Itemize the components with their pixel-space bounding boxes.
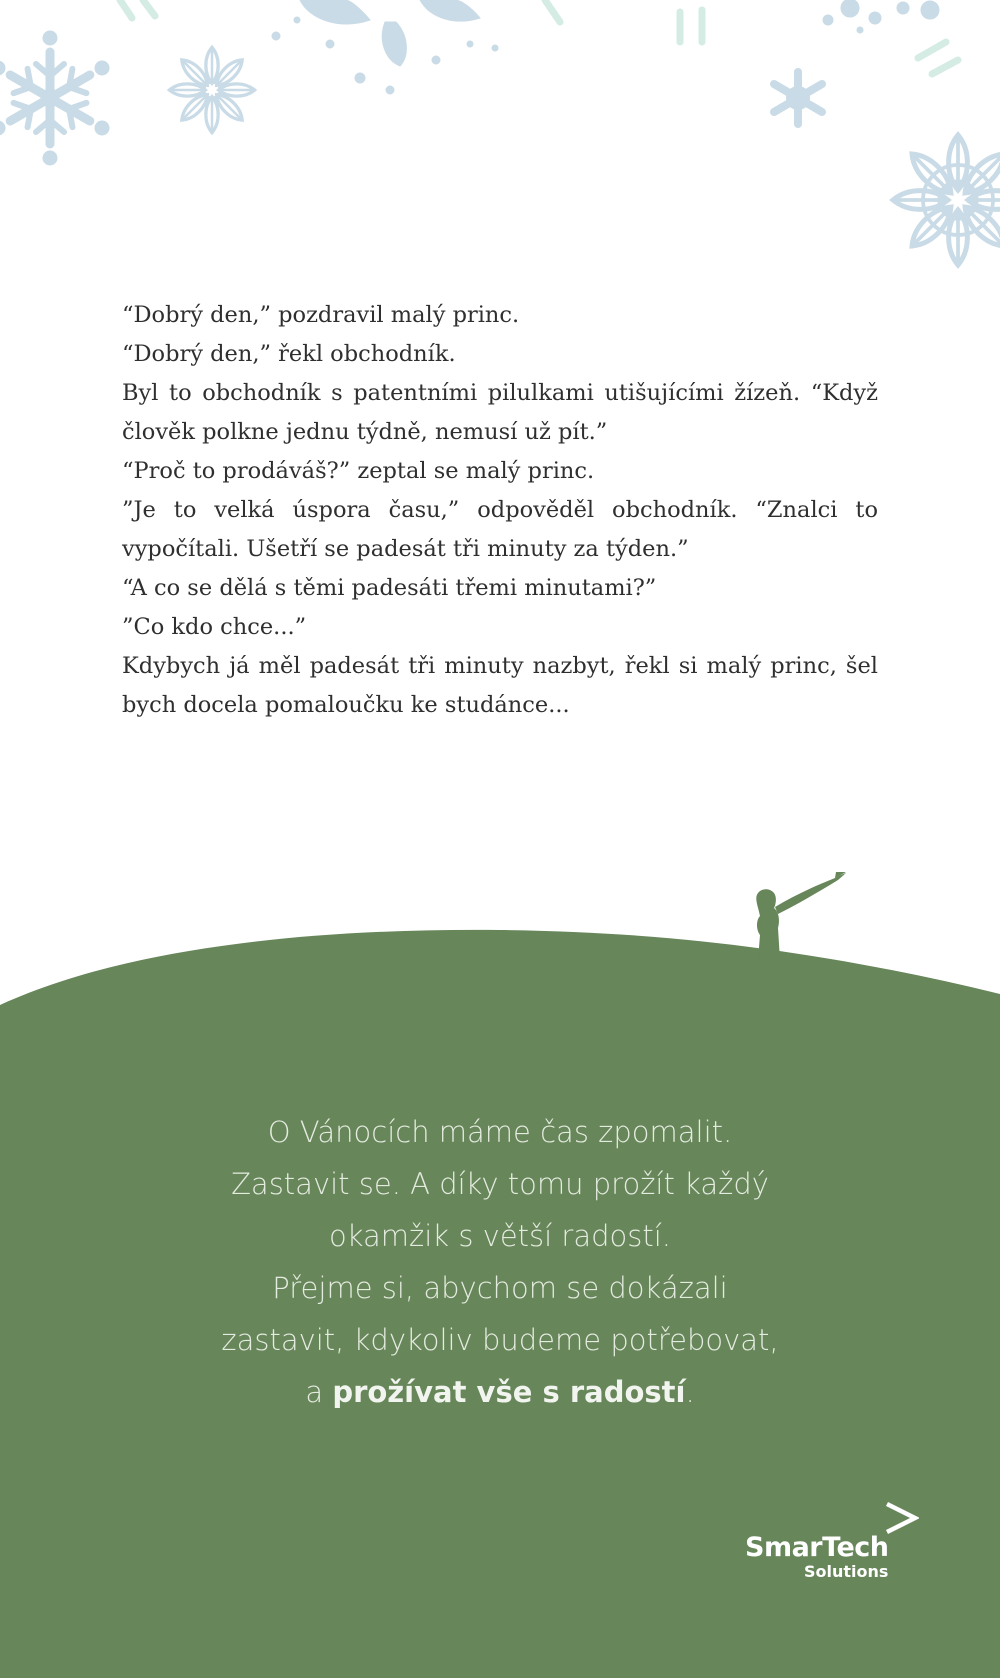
message-line: O Vánocích máme čas zpomalit. — [267, 1115, 733, 1149]
story-paragraph: “Proč to prodáváš?” zeptal se malý princ. — [122, 458, 595, 484]
snowflake-icon — [169, 47, 254, 132]
story-paragraph: Kdybych já měl padesát tři minuty nazbyt, řekl si malý princ, šel bych docela pomaloučku ke studánce... — [122, 653, 878, 718]
logo-subtitle: Solutions — [804, 1562, 889, 1581]
snowflake-icon — [774, 72, 822, 124]
message-suffix: . — [685, 1375, 695, 1409]
logo-name: SmarTech — [745, 1532, 889, 1563]
story-paragraph: “Dobrý den,” řekl obchodník. — [122, 341, 456, 367]
story-paragraph: Byl to obchodník s patentními pilulkami utišujícími žízeň. “Když člověk polkne jednu týdně, nemusí už pít.” — [122, 380, 878, 445]
snowflake-icon — [272, 0, 498, 94]
chevron-icon — [883, 1500, 919, 1536]
story-excerpt — [122, 296, 878, 725]
message-line: okamžik s větší radostí. — [328, 1219, 672, 1253]
story-paragraph: ”Je to velká úspora času,” odpověděl obchodník. “Znalci to vypočítali. Ušetří se padesát tři minuty za týden.” — [122, 497, 878, 562]
snowflake-decorations — [0, 0, 1000, 320]
message-line: Přejme si, abychom se dokázali — [272, 1271, 728, 1305]
snowflake-icon — [823, 0, 939, 33]
smartech-logo — [740, 1500, 930, 1590]
snowflake-icon — [893, 135, 1000, 265]
story-paragraph: ”Co kdo chce...” — [122, 614, 307, 640]
little-prince-silhouette — [756, 872, 846, 960]
snowflake-icon — [0, 31, 109, 165]
story-paragraph: “Dobrý den,” pozdravil malý princ. — [122, 302, 520, 328]
message-emphasis: prožívat vše s radostí — [332, 1375, 686, 1409]
message-line-final — [150, 1366, 850, 1418]
story-paragraph: “A co se dělá s těmi padesáti třemi minutami?” — [122, 575, 657, 601]
message-line: Zastavit se. A díky tomu prožít každý — [231, 1167, 769, 1201]
message-line: zastavit, kdykoliv budeme potřebovat, — [221, 1323, 779, 1357]
message-prefix: a — [305, 1375, 333, 1409]
snowflake-icon — [120, 0, 958, 74]
holiday-message — [150, 1106, 850, 1418]
